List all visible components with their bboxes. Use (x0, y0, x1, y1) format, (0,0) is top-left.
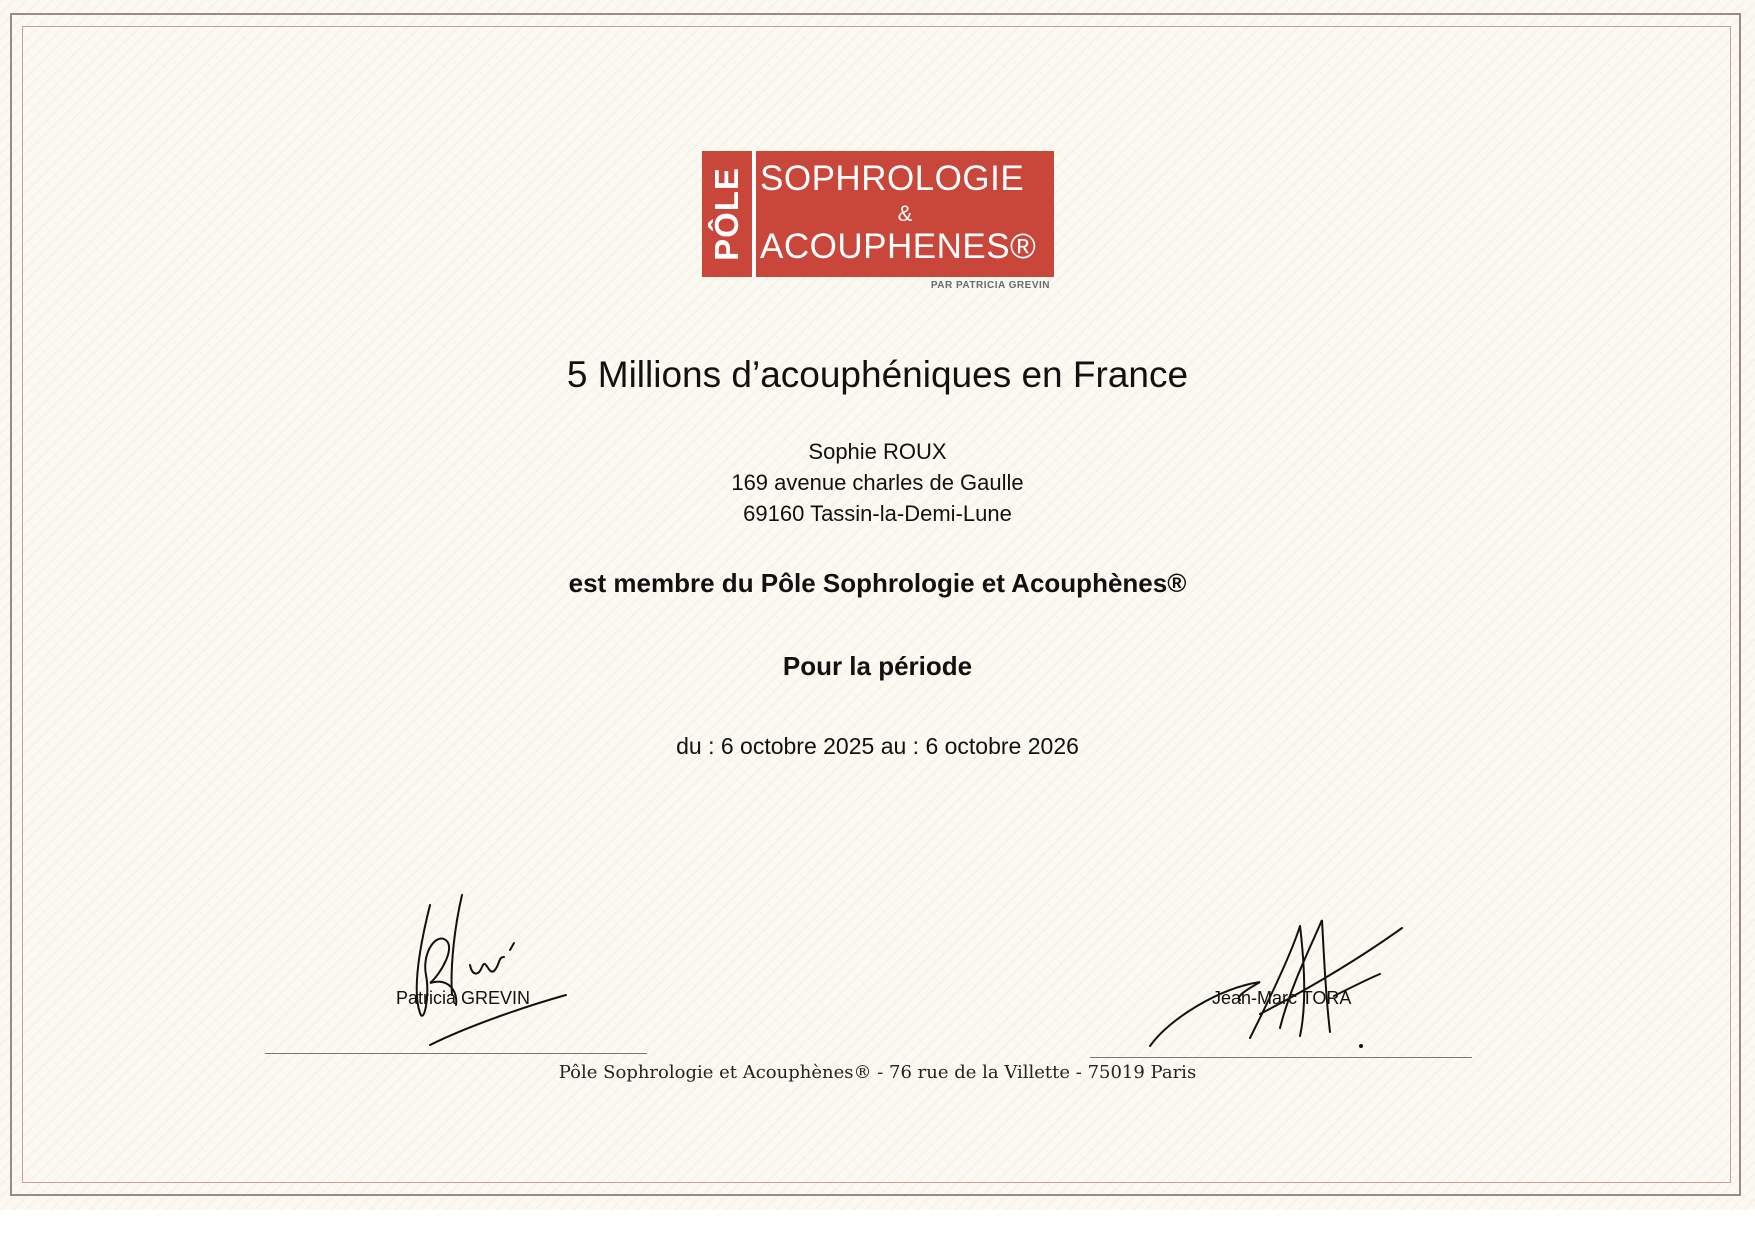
member-address-line2: 69160 Tassin-la-Demi-Lune (743, 501, 1012, 526)
membership-statement: est membre du Pôle Sophrologie et Acouphènes® (568, 568, 1187, 598)
logo-line-sophrologie: SOPHROLOGIE (760, 159, 1025, 198)
signature-right-line (1090, 1057, 1472, 1058)
logo-ampersand: & (897, 201, 913, 226)
period-dates: du : 6 octobre 2025 au : 6 octobre 2026 (676, 733, 1079, 759)
pole-logo (702, 151, 1054, 277)
signature-left-name: Patricia GREVIN (396, 988, 531, 1008)
signature-left-image (400, 895, 580, 1055)
logo-vertical-text: PÔLE (708, 167, 745, 261)
member-name: Sophie ROUX (808, 439, 947, 464)
member-address-line1: 169 avenue charles de Gaulle (731, 470, 1024, 495)
certificate-title: 5 Millions d’acouphéniques en France (566, 354, 1189, 395)
period-label: Pour la période (782, 651, 973, 681)
footer-address: Pôle Sophrologie et Acouphènes® - 76 rue de la Villette - 75019 Paris (558, 1062, 1197, 1083)
signature-left-line (265, 1053, 647, 1054)
logo-separator (752, 151, 756, 277)
logo-line-acouphenes: ACOUPHENES® (760, 227, 1037, 266)
signature-right-name: Jean-Marc TORA (1212, 988, 1352, 1008)
logo-byline: PAR PATRICIA GREVIN (930, 280, 1050, 291)
